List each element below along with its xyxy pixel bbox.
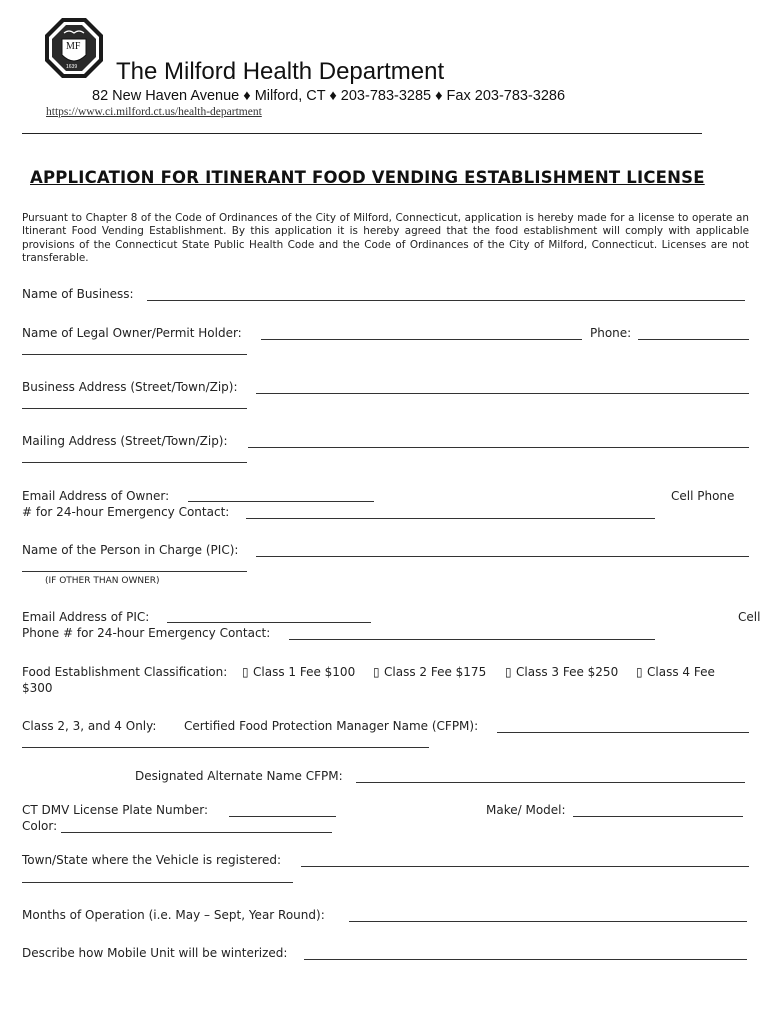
legal-owner-label: Name of Legal Owner/Permit Holder: (22, 326, 242, 340)
class2-checkbox[interactable]: ▯ (373, 665, 380, 679)
months-label: Months of Operation (i.e. May – Sept, Year Round): (22, 908, 325, 922)
winterized-field[interactable] (304, 959, 747, 960)
pic-note: (IF OTHER THAN OWNER) (45, 576, 160, 586)
phone-field[interactable] (638, 339, 749, 340)
seal-year: 1639 (66, 64, 78, 70)
department-address: 82 New Haven Avenue ♦ Milford, CT ♦ 203-783-3285 ♦ Fax 203-783-3286 (92, 88, 566, 104)
make-model-field[interactable] (573, 816, 743, 817)
mailing-address-label: Mailing Address (Street/Town/Zip): (22, 434, 228, 448)
class3-label: Class 3 Fee $250 (516, 665, 619, 679)
pic-email-label: Email Address of PIC: (22, 610, 150, 624)
owner-emergency-field[interactable] (246, 518, 655, 519)
business-name-label: Name of Business: (22, 287, 134, 301)
plate-field[interactable] (229, 816, 336, 817)
cell-phone-label: Cell Phone (671, 489, 735, 503)
pic-emergency-label: Phone # for 24-hour Emergency Contact: (22, 626, 271, 640)
business-address-label: Business Address (Street/Town/Zip): (22, 380, 238, 394)
cfpm-field-continued[interactable] (22, 747, 429, 748)
cfpm-field[interactable] (497, 732, 749, 733)
business-address-field[interactable] (256, 393, 749, 394)
header-divider (22, 133, 702, 134)
business-address-field-continued[interactable] (22, 408, 247, 409)
alt-cfpm-label: Designated Alternate Name CFPM: (135, 769, 343, 783)
vehicle-registered-label: Town/State where the Vehicle is registered: (22, 853, 282, 867)
business-name-field[interactable] (147, 300, 745, 301)
winterized-label: Describe how Mobile Unit will be winterized: (22, 946, 288, 960)
owner-emergency-label: # for 24-hour Emergency Contact: (22, 505, 230, 519)
class1-label: Class 1 Fee $100 (253, 665, 356, 679)
classification-label: Food Establishment Classification: (22, 665, 228, 679)
owner-email-label: Email Address of Owner: (22, 489, 170, 503)
class1-checkbox[interactable]: ▯ (242, 665, 249, 679)
form-title: APPLICATION FOR ITINERANT FOOD VENDING ESTABLISHMENT LICENSE (30, 168, 705, 187)
class-only-label: Class 2, 3, and 4 Only: (22, 719, 157, 733)
phone-label: Phone: (590, 326, 632, 340)
seal-monogram: MF (66, 41, 81, 52)
class3-checkbox[interactable]: ▯ (505, 665, 512, 679)
make-model-label: Make/ Model: (486, 803, 566, 817)
owner-email-field[interactable] (188, 501, 374, 502)
mailing-address-field-continued[interactable] (22, 462, 247, 463)
pic-name-field[interactable] (256, 556, 749, 557)
months-field[interactable] (349, 921, 747, 922)
vehicle-registered-field-continued[interactable] (22, 882, 293, 883)
legal-owner-field-continued[interactable] (22, 354, 247, 355)
color-label: Color: (22, 819, 58, 833)
vehicle-registered-field[interactable] (301, 866, 749, 867)
intro-paragraph: Pursuant to Chapter 8 of the Code of Ordinances of the City of Milford, Connecticut, application is hereby made for a license to operate an Itinerant Food Vending Establishment. By this application it is hereby agreed that the food establishment will comply with applicable provisions of the Connecticut State Public Health Code and the Code of Ordinances of the City of Milford, Connecticut. Licenses are not transferable. (22, 212, 749, 265)
pic-name-label: Name of the Person in Charge (PIC): (22, 543, 239, 557)
department-website-link[interactable]: https://www.ci.milford.ct.us/health-department (46, 106, 262, 118)
color-field[interactable] (61, 832, 332, 833)
alt-cfpm-field[interactable] (356, 782, 745, 783)
class4-checkbox[interactable]: ▯ (636, 665, 643, 679)
cfpm-label: Certified Food Protection Manager Name (CFPM): (184, 719, 479, 733)
class4-fee: $300 (22, 681, 53, 695)
pic-name-field-continued[interactable] (22, 571, 247, 572)
legal-owner-field[interactable] (261, 339, 582, 340)
pic-cell-label: Cell (738, 610, 761, 624)
department-seal (44, 17, 104, 79)
department-title: The Milford Health Department (116, 58, 445, 85)
mailing-address-field[interactable] (248, 447, 749, 448)
class4-label: Class 4 Fee (647, 665, 715, 679)
pic-emergency-field[interactable] (289, 639, 655, 640)
class2-label: Class 2 Fee $175 (384, 665, 487, 679)
pic-email-field[interactable] (167, 622, 371, 623)
plate-label: CT DMV License Plate Number: (22, 803, 209, 817)
